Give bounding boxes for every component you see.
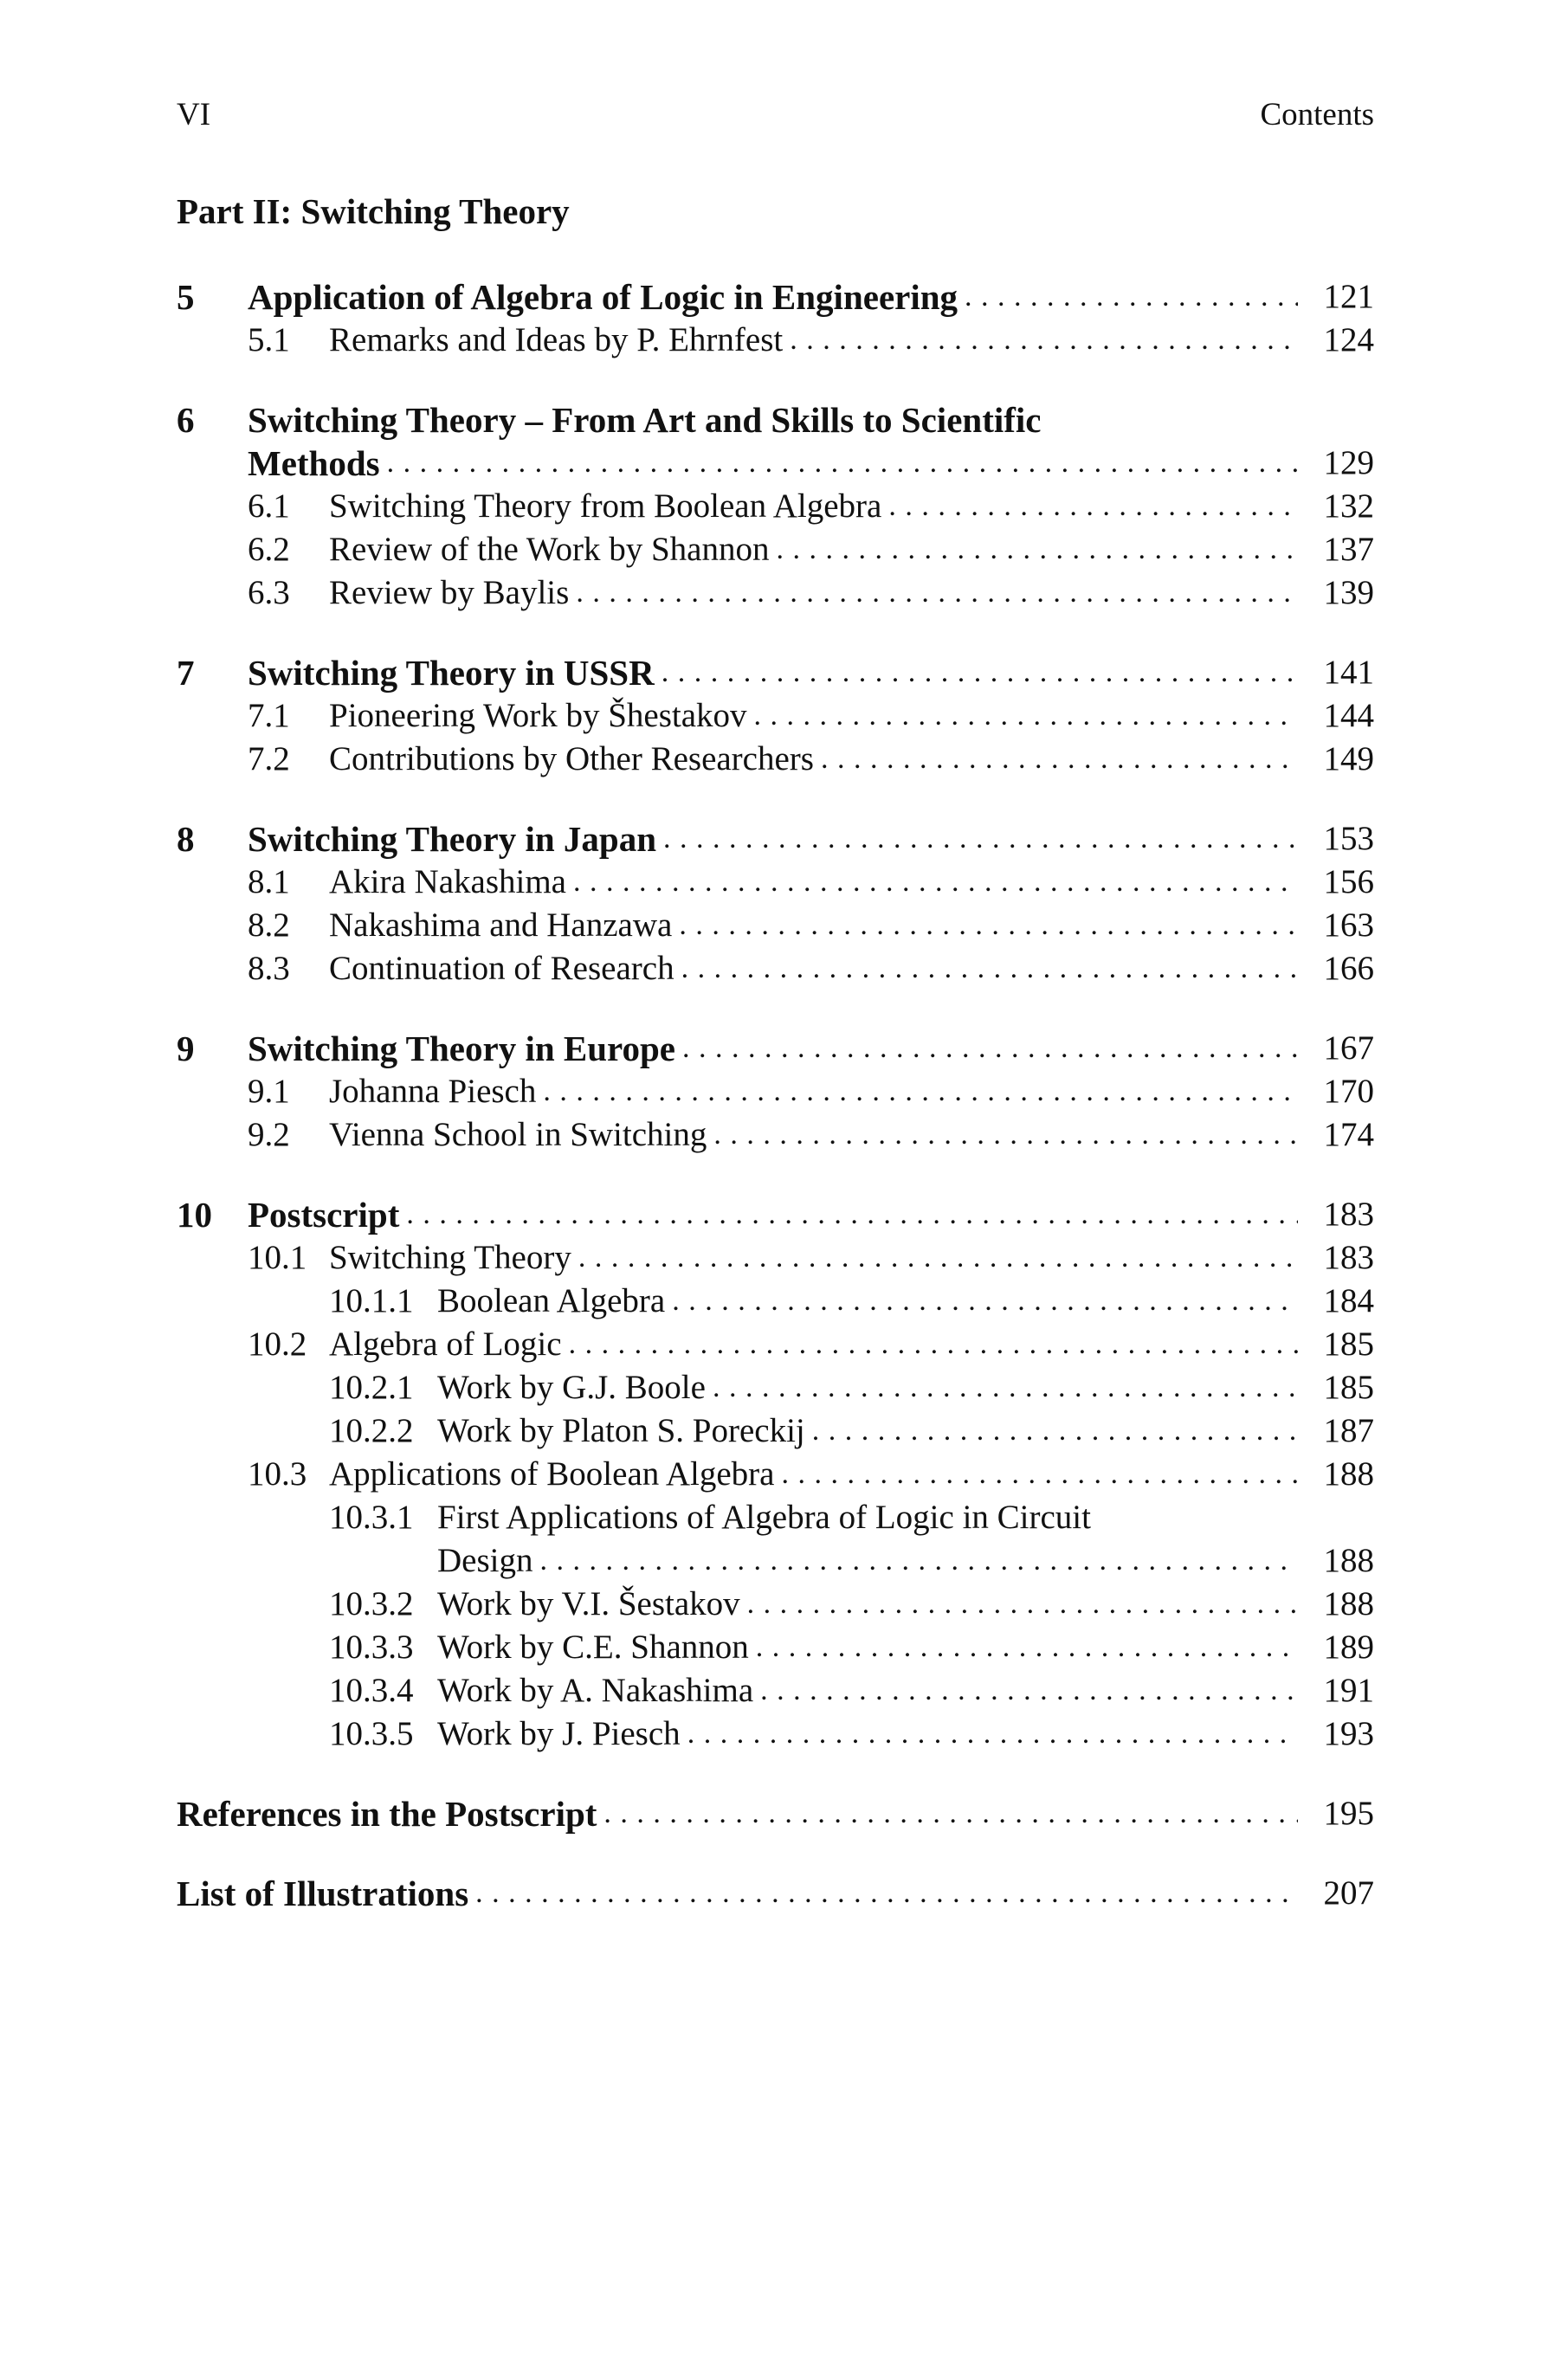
toc-dot-leader <box>536 1070 1298 1113</box>
toc-page-number: 153 <box>1323 820 1374 857</box>
toc-entry[interactable] <box>248 817 1298 861</box>
toc-entry-title: Review of the Work by Shannon <box>329 531 770 568</box>
toc-row <box>0 651 1549 694</box>
toc-entry[interactable] <box>248 1193 1298 1236</box>
toc-dot-leader <box>753 1669 1298 1712</box>
page-number: VI <box>177 97 211 132</box>
toc-row <box>0 817 1549 861</box>
toc-dot-leader <box>681 1712 1298 1756</box>
toc-entry-title: Akira Nakashima <box>329 863 566 900</box>
toc-page-number: 166 <box>1323 950 1374 987</box>
toc-dot-leader <box>675 1027 1298 1070</box>
toc-entry[interactable] <box>329 571 1298 615</box>
toc-section-number: 10.3.4 <box>329 1672 414 1709</box>
toc-entry-title: Nakashima and Hanzawa <box>329 906 673 944</box>
toc-dot-leader <box>597 1792 1298 1835</box>
toc-entry-title: Postscript <box>248 1195 400 1235</box>
toc-entry-title: Application of Algebra of Logic in Engineering <box>248 277 958 317</box>
toc-row <box>0 947 1549 990</box>
toc-row <box>0 1539 1549 1583</box>
toc-dot-leader <box>655 651 1298 694</box>
toc-section-number: 9 <box>177 1029 195 1068</box>
toc-section-number: 8.3 <box>248 950 290 987</box>
toc-dot-leader <box>774 1453 1298 1496</box>
toc-row <box>0 1366 1549 1409</box>
toc-section-number: 10 <box>177 1195 212 1235</box>
toc-dot-leader <box>399 1193 1298 1236</box>
toc-entry-title: Work by C.E. Shannon <box>437 1629 749 1666</box>
toc-section-number: 10.3.2 <box>329 1585 414 1622</box>
toc-section-number: 10.3.5 <box>329 1715 414 1752</box>
toc-entry-title: Continuation of Research <box>329 950 674 987</box>
toc-entry[interactable] <box>248 651 1298 694</box>
toc-section-number: 8.1 <box>248 863 290 900</box>
toc-row <box>0 861 1549 904</box>
toc-entry[interactable] <box>437 1409 1298 1453</box>
toc-entry-title: Methods <box>248 443 380 483</box>
toc-entry[interactable] <box>329 904 1298 947</box>
toc-row <box>0 1453 1549 1496</box>
toc-page-number: 174 <box>1323 1116 1374 1153</box>
toc-entry-title: Vienna School in Switching <box>329 1116 707 1153</box>
toc-section-number: 7.1 <box>248 697 290 734</box>
toc-dot-leader <box>665 1280 1298 1323</box>
toc-entry[interactable] <box>177 1792 1298 1835</box>
toc-entry-title: Switching Theory in USSR <box>248 653 655 693</box>
toc-dot-leader <box>770 528 1299 571</box>
toc-section-number: 10.1.1 <box>329 1282 414 1319</box>
toc-entry[interactable] <box>329 738 1298 781</box>
toc-row <box>0 1409 1549 1453</box>
toc-section-number: 6 <box>177 400 195 440</box>
toc-dot-leader <box>740 1583 1298 1626</box>
toc-page-number: 132 <box>1323 487 1374 525</box>
toc-section-number: 10.2.2 <box>329 1412 414 1449</box>
toc-entry[interactable] <box>329 694 1298 738</box>
toc-page-number: 195 <box>1323 1795 1374 1832</box>
toc-section-number: 7 <box>177 653 195 693</box>
toc-row <box>0 1626 1549 1669</box>
toc-row <box>0 442 1549 485</box>
toc-entry-title: Design <box>437 1542 533 1579</box>
toc-entry-title: Remarks and Ideas by P. Ehrnfest <box>329 321 784 358</box>
toc-entry-title: Pioneering Work by Šhestakov <box>329 697 747 734</box>
toc-dot-leader <box>656 817 1298 861</box>
toc-dot-leader <box>566 861 1298 904</box>
toc-page-number: 207 <box>1323 1874 1374 1912</box>
toc-page-number: 193 <box>1323 1715 1374 1752</box>
toc-entry[interactable] <box>437 1539 1298 1583</box>
toc-row <box>0 1872 1549 1915</box>
toc-dot-leader <box>958 275 1298 319</box>
toc-page-number: 183 <box>1323 1239 1374 1276</box>
toc-dot-leader <box>672 904 1298 947</box>
toc-entry-title: Switching Theory in Europe <box>248 1029 676 1068</box>
toc-row <box>0 275 1549 319</box>
toc-row <box>0 1669 1549 1712</box>
toc-entry-title: Switching Theory from Boolean Algebra <box>329 487 882 525</box>
toc-entry-title: Contributions by Other Researchers <box>329 740 814 777</box>
toc-entry[interactable] <box>248 398 1374 442</box>
toc-dot-leader <box>533 1539 1299 1583</box>
toc-page-number: 188 <box>1323 1542 1374 1579</box>
toc-row <box>0 904 1549 947</box>
toc-section-number: 5.1 <box>248 321 290 358</box>
toc-row <box>0 1280 1549 1323</box>
toc-entry-title: References in the Postscript <box>177 1794 597 1834</box>
toc-row <box>0 738 1549 781</box>
toc-entry[interactable] <box>329 1323 1298 1366</box>
toc-entry[interactable] <box>329 1236 1298 1280</box>
toc-entry[interactable] <box>177 1872 1298 1915</box>
toc-page-number: 121 <box>1323 278 1374 315</box>
toc-section-number: 5 <box>177 277 195 317</box>
toc-page-number: 156 <box>1323 863 1374 900</box>
toc-dot-leader <box>805 1409 1298 1453</box>
toc-dot-leader <box>380 442 1298 485</box>
toc-dot-leader <box>783 319 1298 362</box>
toc-section-number: 8.2 <box>248 906 290 944</box>
toc-dot-leader <box>814 738 1298 781</box>
toc-row <box>0 1323 1549 1366</box>
toc-entry[interactable] <box>437 1626 1298 1669</box>
toc-dot-leader <box>569 571 1298 615</box>
toc-row <box>0 319 1549 362</box>
toc-entry-title: Work by V.I. Šestakov <box>437 1585 740 1622</box>
toc-entry[interactable] <box>437 1583 1298 1626</box>
toc-entry[interactable] <box>329 947 1298 990</box>
toc-entry[interactable] <box>329 1070 1298 1113</box>
toc-page-number: 191 <box>1323 1672 1374 1709</box>
toc-entry-title: Work by G.J. Boole <box>437 1369 706 1406</box>
toc-entry-title: Algebra of Logic <box>329 1325 562 1363</box>
toc-page-number: 149 <box>1323 740 1374 777</box>
toc-row <box>0 694 1549 738</box>
toc-row <box>0 1583 1549 1626</box>
toc-page-number: 144 <box>1323 697 1374 734</box>
toc-dot-leader <box>747 694 1298 738</box>
toc-entry-title: Switching Theory – From Art and Skills to Scientific <box>248 400 1042 440</box>
toc-dot-leader <box>562 1323 1298 1366</box>
toc-page-number: 188 <box>1323 1455 1374 1493</box>
toc-dot-leader <box>881 485 1298 528</box>
toc-page-number: 141 <box>1323 654 1374 691</box>
toc-page-number: 124 <box>1323 321 1374 358</box>
toc-entry[interactable] <box>329 528 1298 571</box>
toc-section-number: 7.2 <box>248 740 290 777</box>
toc-entry-title: Applications of Boolean Algebra <box>329 1455 775 1493</box>
toc-page-number: 189 <box>1323 1629 1374 1666</box>
toc-entry[interactable] <box>437 1280 1298 1323</box>
toc-dot-leader <box>749 1626 1298 1669</box>
toc-section-number: 10.3 <box>248 1455 307 1493</box>
toc-dot-leader <box>707 1113 1298 1157</box>
toc-row <box>0 1496 1549 1539</box>
toc-page-number: 129 <box>1323 444 1374 481</box>
toc-page-number: 187 <box>1323 1412 1374 1449</box>
toc-entry-title: First Applications of Algebra of Logic in Circuit <box>437 1499 1091 1536</box>
toc-row <box>0 571 1549 615</box>
toc-page-number: 137 <box>1323 531 1374 568</box>
toc-section-number: 10.3.1 <box>329 1499 414 1536</box>
toc-row <box>0 1070 1549 1113</box>
toc-entry-title: Johanna Piesch <box>329 1073 537 1110</box>
toc-row <box>0 1792 1549 1835</box>
toc-entry[interactable] <box>329 485 1298 528</box>
toc-entry-title: Switching Theory <box>329 1239 571 1276</box>
toc-entry[interactable] <box>437 1712 1298 1756</box>
toc-page-number: 184 <box>1323 1282 1374 1319</box>
toc-section-number: 10.2.1 <box>329 1369 414 1406</box>
toc-row <box>0 398 1549 442</box>
toc-row <box>0 528 1549 571</box>
toc-section-number: 10.3.3 <box>329 1629 414 1666</box>
toc-page-number: 163 <box>1323 906 1374 944</box>
toc-entry[interactable] <box>329 319 1298 362</box>
toc-entry-title: Boolean Algebra <box>437 1282 666 1319</box>
toc-section-number: 8 <box>177 819 195 859</box>
toc-entry-title: Switching Theory in Japan <box>248 819 657 859</box>
toc-page-number: 167 <box>1323 1029 1374 1067</box>
toc-entry[interactable] <box>437 1496 1374 1539</box>
toc-entry[interactable] <box>437 1366 1298 1409</box>
toc-entry[interactable] <box>437 1669 1298 1712</box>
toc-page-number: 188 <box>1323 1585 1374 1622</box>
toc-entry-title: Work by Platon S. Poreckij <box>437 1412 805 1449</box>
toc-entry[interactable] <box>248 275 1298 319</box>
toc-page-number: 185 <box>1323 1369 1374 1406</box>
toc-page-number: 170 <box>1323 1073 1374 1110</box>
toc-section-number: 6.1 <box>248 487 290 525</box>
toc-section-number: 10.2 <box>248 1325 307 1363</box>
toc-dot-leader <box>468 1872 1298 1915</box>
toc-row <box>0 485 1549 528</box>
toc-entry[interactable] <box>329 1113 1298 1157</box>
toc-page-number: 183 <box>1323 1196 1374 1233</box>
toc-page-number: 185 <box>1323 1325 1374 1363</box>
toc-entry-title: List of Illustrations <box>177 1874 469 1913</box>
toc-row <box>0 1712 1549 1756</box>
toc-row <box>0 1193 1549 1236</box>
toc-section-number: 9.2 <box>248 1116 290 1153</box>
toc-entry[interactable] <box>248 442 1298 485</box>
toc-page-number: 139 <box>1323 574 1374 611</box>
toc-row <box>0 1236 1549 1280</box>
toc-row <box>0 1113 1549 1157</box>
toc-entry[interactable] <box>248 1027 1298 1070</box>
toc-entry[interactable] <box>329 1453 1298 1496</box>
running-title: Contents <box>1260 97 1374 132</box>
toc-entry[interactable] <box>329 861 1298 904</box>
toc-entry-title: Work by A. Nakashima <box>437 1672 754 1709</box>
toc-dot-leader <box>674 947 1298 990</box>
toc-section-number: 10.1 <box>248 1239 307 1276</box>
toc-dot-leader <box>706 1366 1298 1409</box>
toc-section-number: 6.2 <box>248 531 290 568</box>
part-title: Part II: Switching Theory <box>177 191 570 231</box>
toc-entry-title: Review by Baylis <box>329 574 570 611</box>
toc-section-number: 6.3 <box>248 574 290 611</box>
toc-row <box>0 1027 1549 1070</box>
toc-entry-title: Work by J. Piesch <box>437 1715 681 1752</box>
toc-dot-leader <box>571 1236 1298 1280</box>
toc-section-number: 9.1 <box>248 1073 290 1110</box>
